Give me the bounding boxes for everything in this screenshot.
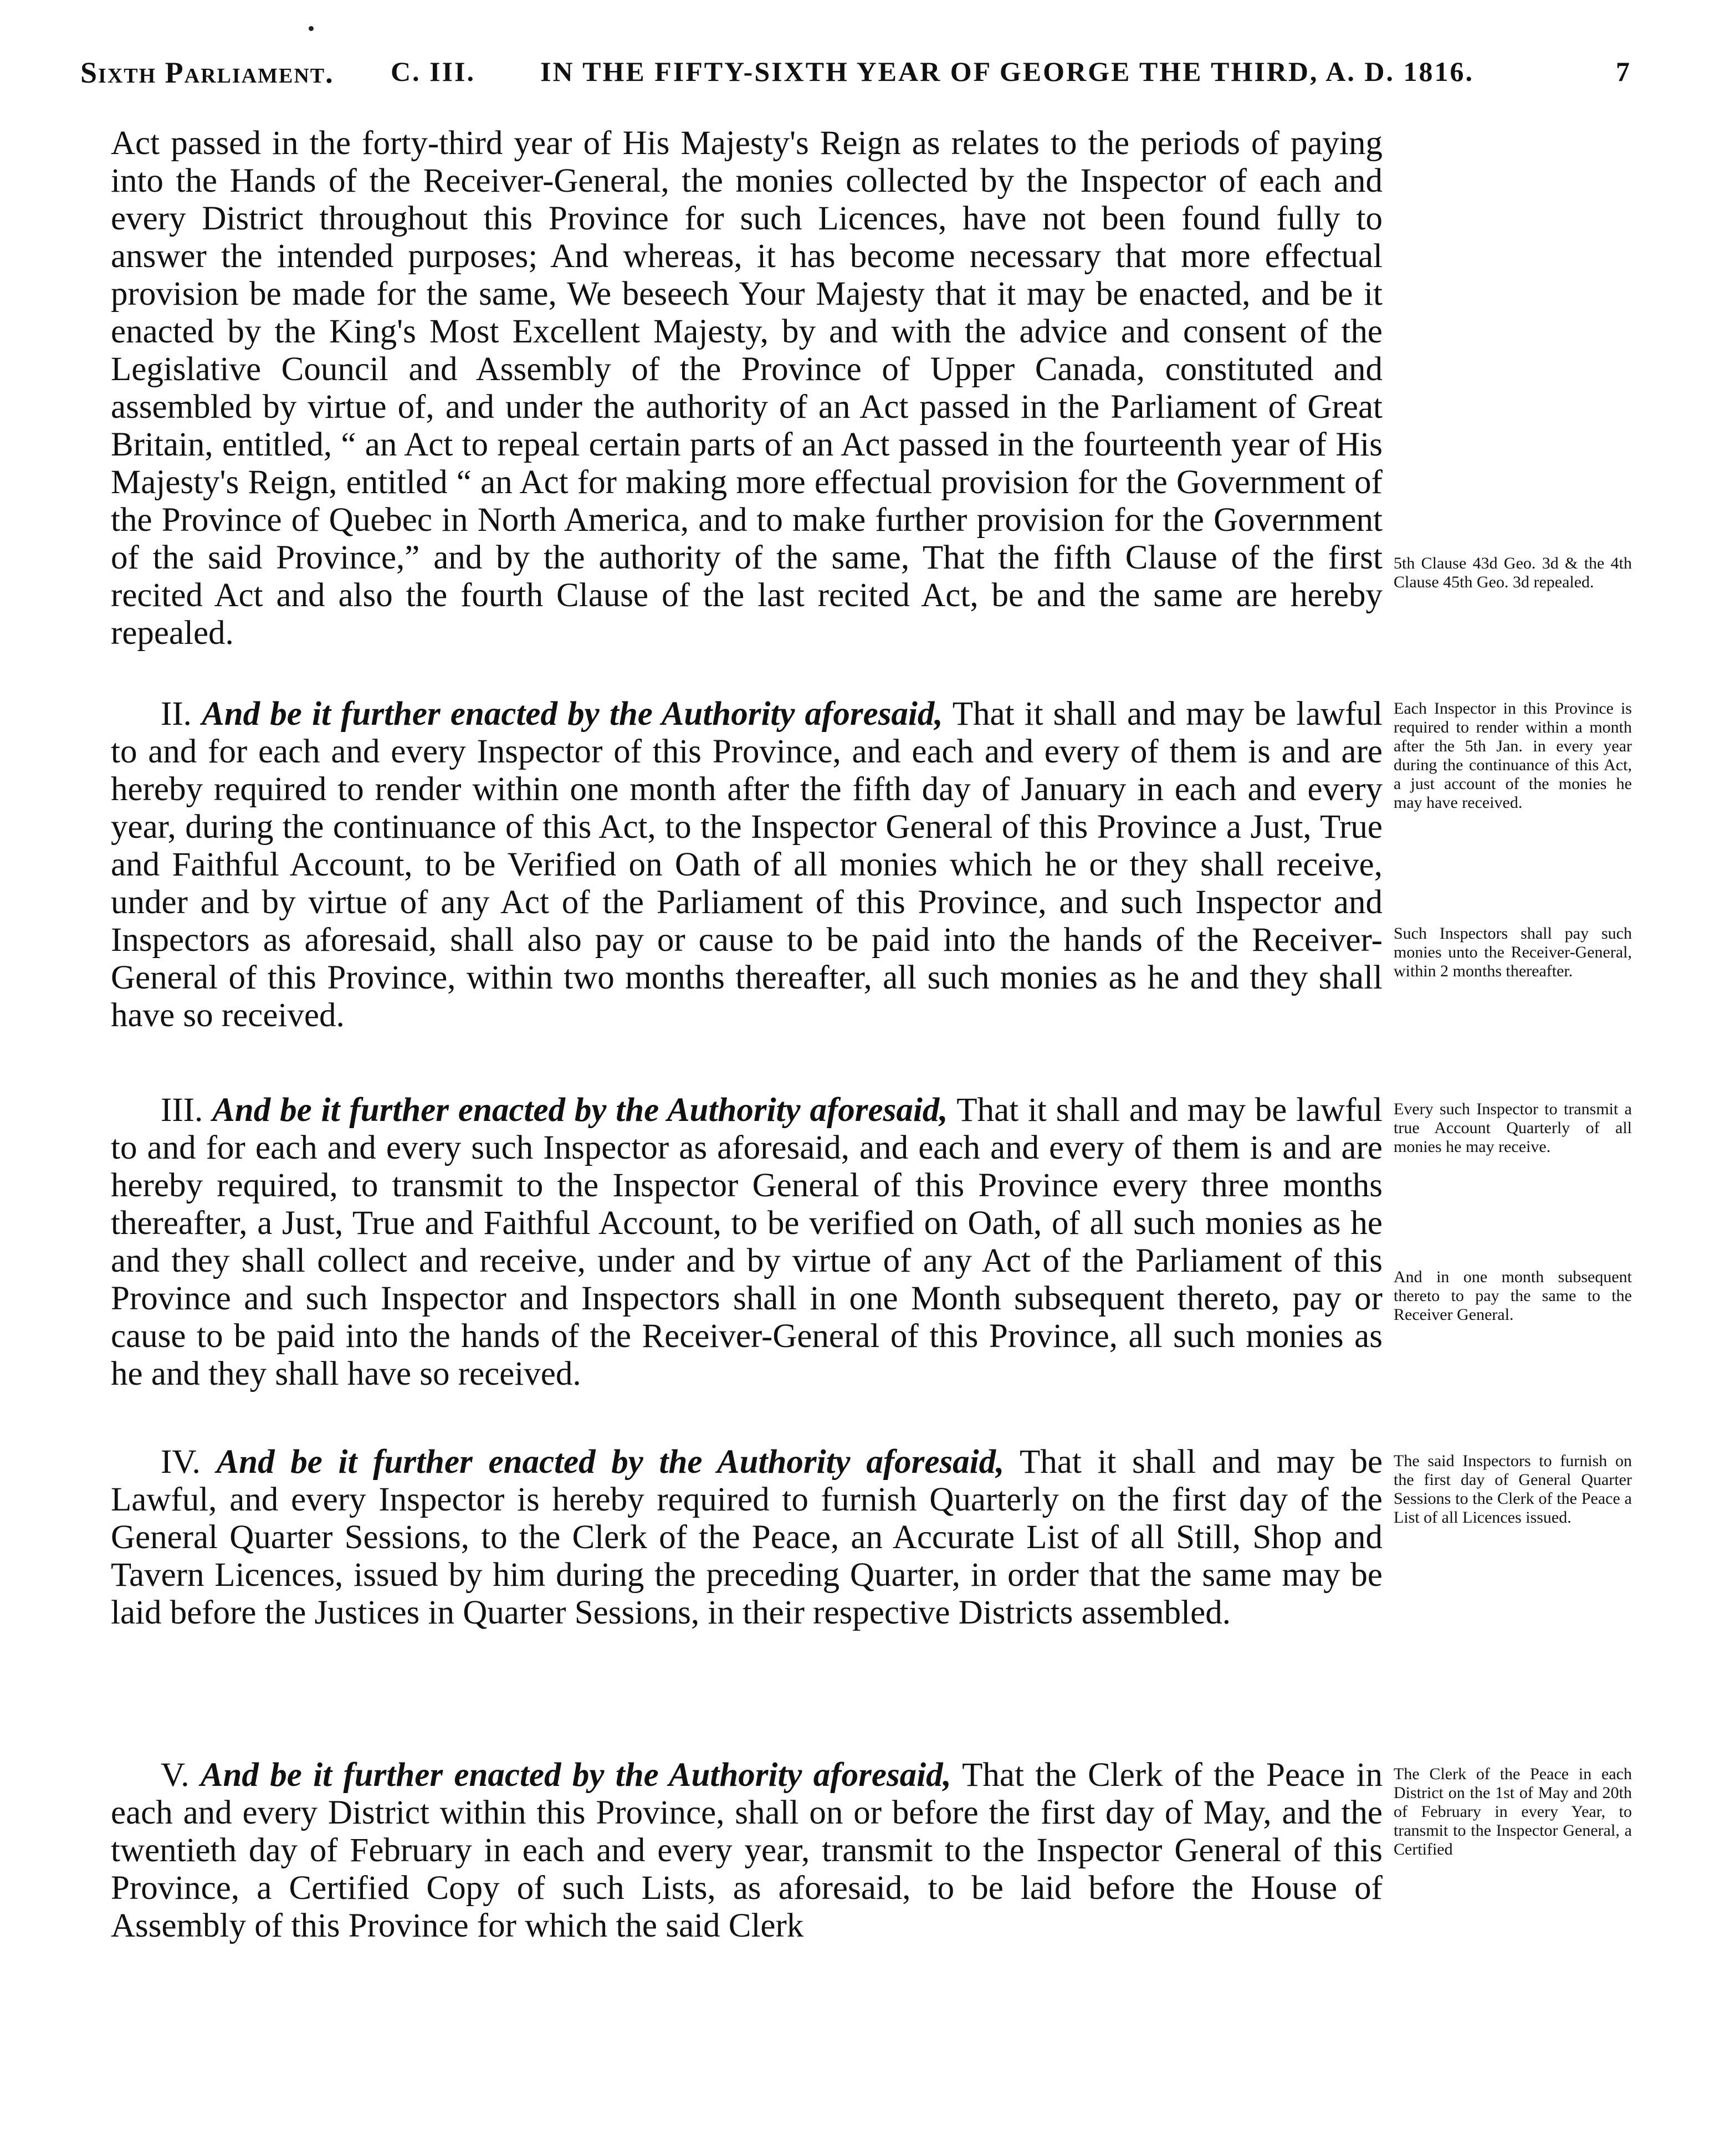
margin-note: The said Inspectors to furnish on the first day of General Quarter Sessions to the Clerk of the Peace a List of all Licences issued. xyxy=(1394,1452,1632,1527)
page-number: 7 xyxy=(1616,56,1631,87)
margin-note: The Clerk of the Peace in each District on the 1st of May and 20th of February in every Year, to transmit to the Inspector General, a Certified xyxy=(1394,1765,1632,1858)
enacting-clause: And be it further enacted by the Authority aforesaid, xyxy=(216,1443,1005,1481)
margin-note: Every such Inspector to transmit a true Account Quarterly of all monies he may receive. xyxy=(1394,1100,1632,1156)
margin-note: 5th Clause 43d Geo. 3d & the 4th Clause 45th Geo. 3d repealed. xyxy=(1394,554,1632,591)
paragraph-text: That it shall and may be lawful to and for each and every Inspector of this Province, and each and every of them is and are hereby required to render within one month after the fifth day of January in each and every year, during the continuance of this Act, to the Inspector General of this Province a Just, True and Faithful Account, to be Verified on Oath of all monies which he or they shall receive, under and by virtue of any Act of the Parliament of this Province, and such Inspector and Inspectors as aforesaid, shall also pay or cause to be paid into the hands of the Receiver-General of this Province, within two months thereafter, all such monies as he and they shall have so received. xyxy=(111,695,1383,1034)
margin-note: And in one month subsequent thereto to pay the same to the Receiver General. xyxy=(1394,1268,1632,1324)
section-number: IV. xyxy=(161,1443,201,1481)
section-5 xyxy=(111,1756,1383,1945)
section-3 xyxy=(111,1092,1383,1393)
header-parliament: Sixth Parliament. xyxy=(80,56,334,89)
margin-note: Such Inspectors shall pay such monies unto the Receiver-General, within 2 months thereafter. xyxy=(1394,924,1632,980)
running-header xyxy=(80,55,1631,94)
enacting-clause: And be it further enacted by the Authority aforesaid, xyxy=(200,1756,951,1794)
ink-speck xyxy=(309,26,314,31)
paragraph-text: That the Clerk of the Peace in each and every District within this Province, shall on or before the first day of May, and the twentieth day of February in each and every year, transmit to the Inspector General of this Province, a Certified Copy of such Lists, as aforesaid, to be laid before the House of Assembly of this Province for which the said Clerk xyxy=(111,1756,1383,1944)
section-2 xyxy=(111,695,1383,1035)
paragraph-text: Act passed in the forty-third year of His Majesty's Reign as relates to the periods of paying into the Hands of the Receiver-General, the monies collected by the Inspector of each and every District throughout this Province for such Licences, have not been found fully to answer the intended purposes; And whereas, it has become necessary that more effectual provision be made for the same, We beseech Your Majesty that it may be enacted, and be it enacted by the King's Most Excellent Majesty, by and with the advice and consent of the Legislative Council and Assembly of the Province of Upper Canada, constituted and assembled by virtue of, and under the authority of an Act passed in the Parliament of Great Britain, entitled, “ an Act to repeal certain parts of an Act passed in the fourteenth year of His Majesty's Reign, entitled “ an Act for making more effectual provision for the Government of the Province of Quebec in North America, and to make further provision for the Government of the said Province,” and by the authority of the same, That the fifth Clause of the first recited Act and also the fourth Clause of the last recited Act, be and the same are hereby repealed. xyxy=(111,125,1383,652)
paragraph-intro xyxy=(111,125,1383,652)
header-title: IN THE FIFTY-SIXTH YEAR OF GEORGE THE THIRD, A. D. 1816. xyxy=(540,56,1474,87)
paragraph-text: That it shall and may be lawful to and for each and every such Inspector as aforesaid, and each and every of them is and are hereby required, to transmit to the Inspector General of this Province every three months thereafter, a Just, True and Faithful Account, to be verified on Oath, of all such monies as he and they shall collect and receive, under and by virtue of any Act of the Parliament of this Province and such Inspector and Inspectors shall in one Month subsequent thereto, pay or cause to be paid into the hands of the Receiver-General of this Province, all such monies as he and they shall have so received. xyxy=(111,1092,1383,1392)
enacting-clause: And be it further enacted by the Authority aforesaid, xyxy=(202,695,943,733)
margin-note: Each Inspector in this Province is required to render within a month after the 5th Jan. in every year during the continuance of this Act, a just account of the monies he may have received. xyxy=(1394,699,1632,812)
enacting-clause: And be it further enacted by the Authority aforesaid, xyxy=(212,1092,948,1129)
section-number: II. xyxy=(161,695,192,733)
header-chapter: C. III. xyxy=(391,56,475,87)
paragraph-text: That it shall and may be Lawful, and every Inspector is hereby required to furnish Quarterly on the first day of the General Quarter Sessions, to the Clerk of the Peace, an Accurate List of all Still, Shop and Tavern Licences, issued by him during the preceding Quarter, in order that the same may be laid before the Justices in Quarter Sessions, in their respective Districts assembled. xyxy=(111,1443,1383,1631)
section-number: V. xyxy=(161,1756,190,1794)
section-number: III. xyxy=(161,1092,203,1129)
section-4 xyxy=(111,1443,1383,1632)
